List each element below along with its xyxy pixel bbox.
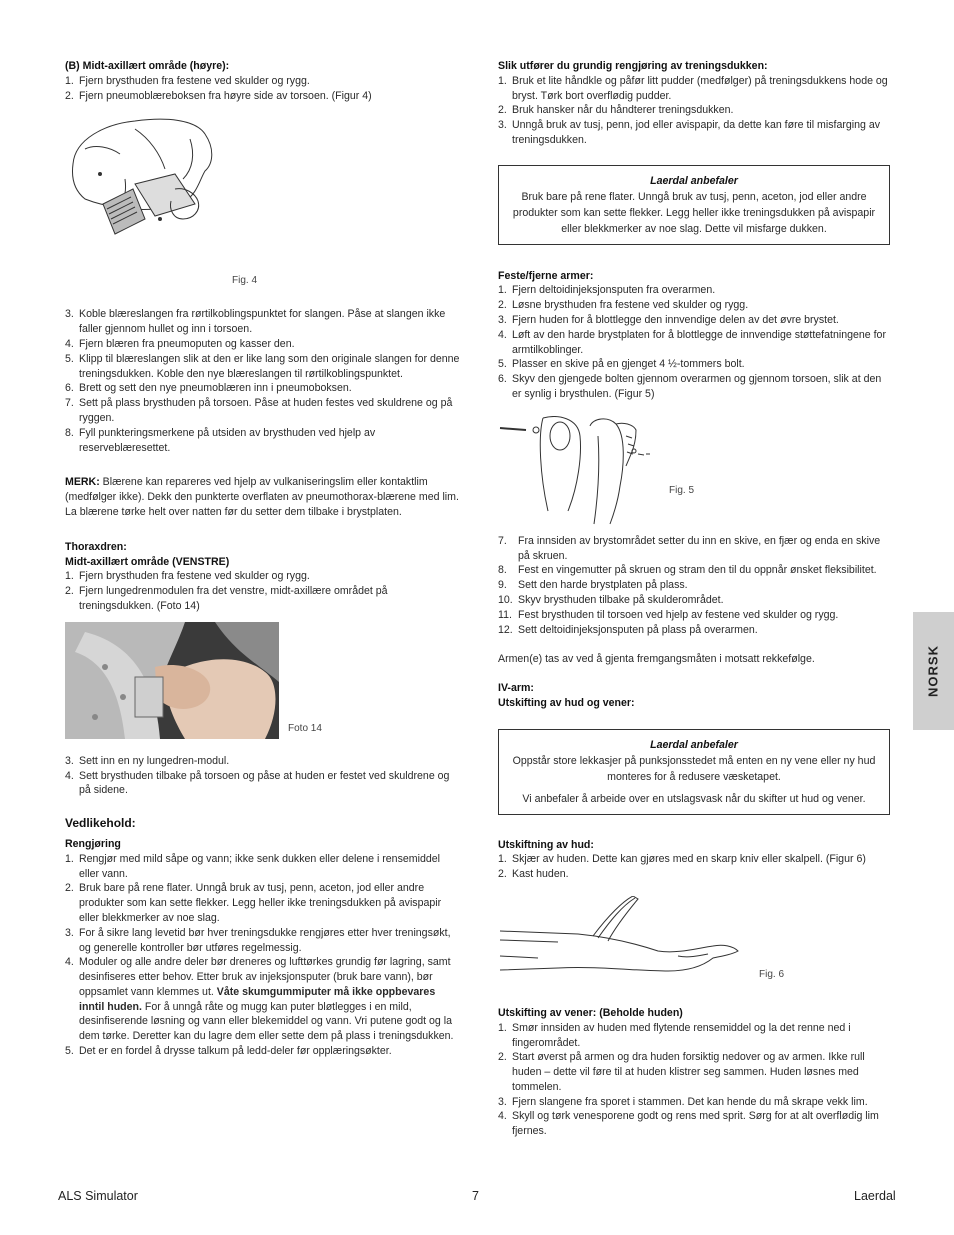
- list-item: 2. Løsne brysthuden fra festene ved skulder og rygg.: [498, 299, 749, 312]
- footer-product: ALS Simulator: [58, 1189, 138, 1203]
- list-item: 4. Fjern blæren fra pneumoputen og kasser den.: [65, 337, 295, 350]
- list-item: 7. Sett på plass brysthuden på torsoen. Påse at huden festes ved skuldrene og på ryggen.: [65, 397, 453, 424]
- box1-text: Bruk bare på rene flater. Unngå bruk av tusj, penn, aceton, jod eller andre produkter som kan sette flekker. Legg heller ikke treningsdukken på avispapir eller blekkmerker av noe slag. Dette vil misfarge dukken.: [512, 190, 876, 235]
- list-item: 1. Fjern brysthuden fra festene ved skulder og rygg.: [65, 74, 310, 87]
- list-item: 1. Rengjør med mild såpe og vann; ikke senk dukken eller delene i rensemiddel eller vann.: [65, 852, 440, 880]
- list-item: 8. Fyll punkteringsmerkene på utsiden av brysthuden ved hjelp av reserveblæresettet.: [65, 426, 376, 454]
- list-item: 11. Fest brysthuden til torsoen ved hjelp av festene ved skulder og rygg.: [498, 608, 839, 621]
- language-tab-label: NORSK: [925, 645, 941, 697]
- list-item: 6. Brett og sett den nye pneumoblæren inn i pneumoboksen.: [65, 382, 352, 395]
- cleaning-steps: [498, 74, 890, 148]
- arms-heading: Feste/fjerne armer:: [498, 269, 594, 282]
- left-column: [65, 59, 460, 1059]
- list-item: 4. Moduler og alle andre deler bør dreneres og lufttørkes grundig før lagring, samt desinfiseres etter behov. Etter bruk av injeksjonsputer (bruk bare vann), bør oppsamlet vann klemmes ut. Våte skumgummiputer må ikke oppbevares inntil huden. For å unngå råte og mugg kan puter bløtlegges i en mild, desinfiserende løsning og vann eller blekemiddel og vann. Vri putene godt og la dem tørke. Deretter kan du lagre dem eller sette dem på plass i treningsdukken.: [65, 956, 454, 1043]
- recommendation-box-1: [498, 165, 890, 245]
- list-item: 1. Skjær av huden. Dette kan gjøres med en skarp kniv eller skalpell. (Figur 6): [498, 853, 866, 866]
- footer-brand: Laerdal: [854, 1189, 896, 1203]
- list-item: 6. Skyv den gjengede bolten gjennom overarmen og gjennom torsoen, slik at den er synlig i brysthulen. (Figur 5): [498, 373, 882, 400]
- fig4-label: Fig. 4: [232, 275, 258, 287]
- merk-note: [65, 475, 460, 519]
- iv-subheading: Utskifting av hud og vener:: [498, 696, 635, 709]
- list-item: 5. Plasser en skive på en gjenget 4 ½-tommers bolt.: [498, 358, 745, 371]
- list-item: 3. Sett inn en ny lungedren-modul.: [65, 754, 230, 767]
- vedlikehold-heading: Vedlikehold:: [65, 816, 136, 831]
- merk-label: MERK:: [65, 476, 100, 489]
- list-item: 3. For å sikre lang levetid bør hver treningsdukke rengjøres etter hver treningsøkt, og generelle kontroller bør utføres regelmessig.: [65, 926, 451, 954]
- box2-text-2: Vi anbefaler å arbeide over en utslagsvask når du skifter ut hud og vener.: [522, 792, 866, 805]
- box1-title: Laerdal anbefaler: [650, 174, 738, 187]
- thorax-steps-2: [65, 754, 460, 798]
- cleaning-heading: Slik utfører du grundig rengjøring av treningsdukken:: [498, 60, 768, 72]
- list-item: 1. Fjern deltoidinjeksjonsputen fra overarmen.: [498, 284, 716, 297]
- right-column: [498, 59, 890, 1139]
- rengjoring-steps: [65, 852, 460, 1059]
- vener-heading: Utskifting av vener: (Beholde huden): [498, 1006, 683, 1019]
- list-item: 5. Klipp til blæreslangen slik at den er like lang som den originale slangen for denne treningsdukken. Koble den nye blæreslangen til rørtilkoblingspunktet.: [65, 352, 460, 380]
- vener-steps: [498, 1021, 890, 1139]
- arms-steps: [498, 283, 890, 401]
- list-item: 7. Fra innsiden av brystområdet setter du inn en skive, en fjær og enda en skive på skruen.: [498, 534, 881, 562]
- list-item: 2. Fjern lungedrenmodulen fra det venstre, midt-axillære området på treningsdukken. (Foto 14): [65, 585, 388, 612]
- photo-14: [65, 622, 460, 742]
- list-item: 8. Fest en vingemutter på skruen og stram den til du oppnår ønsket fleksibilitet.: [498, 564, 877, 577]
- lung-drain-photo: [65, 622, 279, 739]
- arm-reverse-note: Armen(e) tas av ved å gjenta fremgangsmåten i motsatt rekkefølge.: [498, 653, 815, 666]
- figure-6: [498, 896, 890, 1006]
- hud-steps: [498, 852, 890, 882]
- torso-illustration: [65, 109, 235, 259]
- list-item: 10. Skyv brysthuden tilbake på skulderområdet.: [498, 593, 724, 606]
- list-item: 2. Bruk bare på rene flater. Unngå bruk av tusj, penn, aceton, jod eller andre produkter som kan sette flekker. Legg heller ikke treningsdukken på avispapir eller blekkmerker av noe slag.: [65, 882, 442, 924]
- figure-4: [65, 109, 460, 287]
- hud-heading: Utskiftning av hud:: [498, 838, 594, 851]
- list-item: 12. Sett deltoidinjeksjonsputen på plass på overarmen.: [498, 623, 758, 636]
- list-item: 2. Kast huden.: [498, 868, 569, 881]
- list-item: 2. Fjern pneumoblæreboksen fra høyre side av torsoen. (Figur 4): [65, 89, 372, 102]
- bold-warning: Våte skumgummiputer må ikke oppbevares inntil huden.: [79, 985, 436, 1013]
- list-item: 3. Unngå bruk av tusj, penn, jod eller avispapir, da dette kan føre til misfarging av treningsdukken.: [498, 119, 881, 146]
- thorax-heading: Thoraxdren:: [65, 540, 127, 553]
- list-item: 3. Fjern huden for å blottlegge den innvendige delen av det øvre brystet.: [498, 313, 839, 326]
- figure-5: [498, 416, 890, 534]
- recommendation-box-2: [498, 729, 890, 815]
- thorax-steps: [65, 569, 460, 613]
- list-item: 1. Bruk et lite håndkle og påfør litt pudder (medfølger) på treningsdukkens hode og bryst. Tørk bort overflødig pudder.: [498, 74, 888, 102]
- iv-heading: IV-arm:: [498, 682, 534, 695]
- list-item: 3. Fjern slangene fra sporet i stammen. Det kan hende du må skrape vekk lim.: [498, 1095, 868, 1108]
- box2-title: Laerdal anbefaler: [650, 738, 738, 751]
- language-tab: [913, 612, 954, 730]
- list-item: 4. Skyll og tørk venesporene godt og rens med sprit. Sørg for at alt overflødig lim fjernes.: [498, 1110, 879, 1138]
- thorax-subheading: Midt-axillært område (VENSTRE): [65, 555, 230, 568]
- list-item: 9. Sett den harde brystplaten på plass.: [498, 579, 688, 592]
- footer-page-number: 7: [472, 1189, 479, 1203]
- list-item: 4. Løft av den harde brystplaten for å blottlegge de innvendige støttefatningene for armtilkoblinger.: [498, 328, 886, 356]
- fig6-label: Fig. 6: [759, 968, 785, 980]
- rengjoring-heading: Rengjøring: [65, 837, 121, 850]
- iv-arm-illustration: [498, 896, 748, 981]
- list-item: 1. Fjern brysthuden fra festene ved skulder og rygg.: [65, 570, 310, 583]
- fig5-label: Fig. 5: [669, 484, 695, 496]
- list-item: 5. Det er en fordel å drysse talkum på ledd-deler før opplæringsøkter.: [65, 1045, 392, 1058]
- list-item: 4. Sett brysthuden tilbake på torsoen og påse at huden er festet ved skuldrene og på sidene.: [65, 769, 450, 797]
- box2-text-1: Oppstår store lekkasjer på punksjonsstedet må enten en ny vene eller ny hud monteres for å redusere væsketapet.: [512, 754, 876, 783]
- arms-steps-2: [498, 534, 890, 638]
- list-item: 3. Koble blæreslangen fra rørtilkoblingspunktet for slangen. Påse at slangen ikke faller gjennom hullet og inn i torsoen.: [65, 308, 446, 336]
- section-heading-b: (B) Midt-axillært område (høyre):: [65, 60, 230, 72]
- arm-bolt-illustration: [498, 416, 663, 526]
- list-item: 2. Bruk hansker når du håndterer treningsdukken.: [498, 104, 734, 117]
- foto14-label: Foto 14: [288, 722, 322, 734]
- merk-text: Blærene kan repareres ved hjelp av vulkaniseringslim eller kontaktlim (medfølger ikke). Dekk den punkterte overflaten av pneumothorax-blærene med lim. La blærene tørke helt over natten før du setter dem tilbake i brystplaten.: [65, 476, 459, 518]
- list-item: 2. Start øverst på armen og dra huden forsiktig nedover og av armen. Ikke rull huden – dette vil føre til at huden klistrer seg sammen. Huden løsnes med tommelen.: [498, 1051, 865, 1093]
- steps-3-8: [65, 307, 460, 455]
- list-item: 1. Smør innsiden av huden med flytende rensemiddel og la det renne ned i fingerområdet.: [498, 1021, 851, 1049]
- b-steps: [65, 74, 460, 104]
